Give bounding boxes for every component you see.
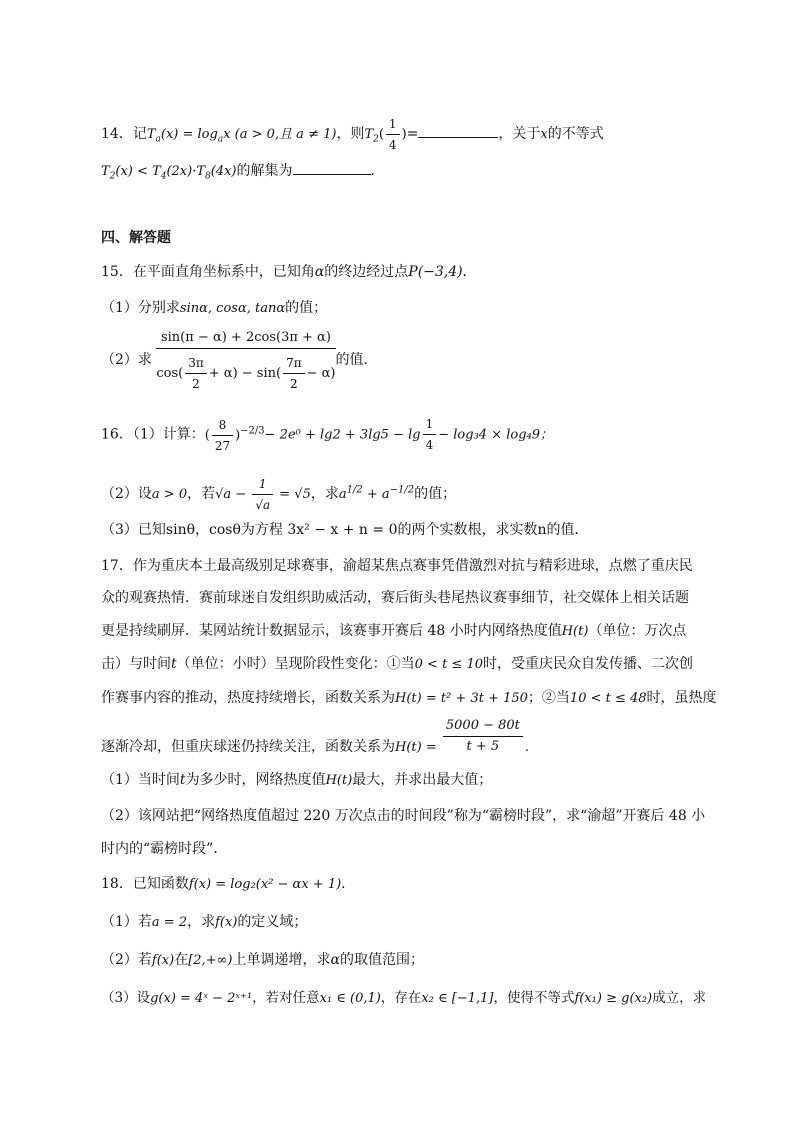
q17-p1b: 为多少时，网络热度值 [185, 772, 326, 788]
q18-p1c: 的定义域； [237, 914, 308, 930]
q17-f2-lhs: H(t) = [395, 739, 441, 755]
q14-line2 [101, 160, 385, 187]
q18-part2: （2）若f(x)在[2,+∞)上单调递增，求α的取值范围； [101, 952, 424, 968]
q14-inequality: $T_2(x) < T_4(2x)\cdot T_8(4x)$ [101, 164, 237, 182]
q17-part1: （1）当时间t为多少时，网络热度值H(t)最大，并求出最大值； [101, 772, 493, 788]
q17-line2: 众的观赛热情．赛前球迷自发组织助威活动，赛后街头巷尾热议赛事细节，社交媒体上相关话题 [101, 590, 689, 606]
q15-p2-den: cos( $\frac{3\pi}{2}$ + α) − sin( $\frac{7\pi}{2}$ − α) [156, 349, 335, 394]
q14-x: x [540, 127, 548, 142]
q16-part1 [101, 414, 553, 454]
q16-part3: （3）已知sinθ，cosθ为方程 3x² − x + n = 0的两个实数根，求实数n的值． [101, 522, 589, 538]
q18-p3ineq: f(x₁) ≥ g(x₂) [574, 991, 653, 1006]
q15-stem-a: 15．在平面直角坐标系中，已知角 [101, 264, 315, 280]
q17-p1c: 最大，并求出最大值； [352, 772, 493, 788]
q14-about: ，关于 [498, 126, 541, 142]
q17-l4b: （单位：小时）呈现阶段性变化：①当 [176, 656, 415, 672]
q17-line4 [101, 654, 693, 675]
q18-fx: f(x) = log₂(x² − αx + 1) [188, 877, 342, 892]
q14-blank1[interactable] [418, 123, 498, 138]
q17-range1: 0 < t ≤ 10 [414, 657, 483, 672]
q17-line5 [101, 688, 717, 709]
q16-p1-expr2: − log₃4 × log₄9； [438, 427, 553, 443]
q14-t2: $T_2$ [364, 127, 379, 145]
q18-p3e: 成立，求 [652, 990, 707, 1006]
q16-p2-cond: a > 0 [151, 487, 188, 502]
q16-part2 [101, 474, 457, 512]
q18-p3c: ，存在 [380, 990, 422, 1006]
q17-part2-l1: （2）该网站把“网络热度值超过 220 万次点击的时间段”称为“霸榜时段”，求“渝超”开赛后 48 小 [101, 808, 706, 824]
section-title: 四、解答题 [101, 230, 171, 246]
q18-stem-a: 18．已知函数 [101, 876, 189, 892]
q15-part2 [101, 330, 378, 390]
q17-p1a: （1）当时间 [101, 772, 180, 788]
q16-p1-base: ( $\frac{8}{27}$ )$^{-2/3}$ [205, 428, 265, 443]
q14-blank2[interactable] [293, 160, 371, 175]
q18-p1b: ，求 [187, 914, 216, 930]
q18-p1a: （1）若 [101, 914, 152, 930]
q17-t: t [171, 656, 177, 672]
q17-l3a: 更是持续刷屏．某网站统计数据显示，该赛事开赛后 48 小时内网络热度值 [101, 623, 562, 639]
q18-p1cond: a = 2 [151, 915, 188, 930]
q18-p2int: [2,+∞) [188, 953, 233, 968]
q15-p1-b: 的值； [285, 300, 328, 316]
q17-l5c: 时，虽热度 [646, 690, 717, 706]
q17-range2: 10 < t ≤ 48 [569, 691, 647, 706]
q18-p2d: 的取值范围； [339, 952, 424, 968]
q15-p1-fn: sinα, cosα, tanα [179, 301, 286, 316]
q18-stem-b: ． [341, 876, 356, 892]
q17-l5a: 作赛事内容的推动，热度持续增长，函数关系为 [101, 690, 395, 706]
q17-l6a: 逐渐冷却，但重庆球迷仍持续关注，函数关系为 [101, 738, 395, 755]
q15-p2-a: （2）求 [101, 352, 152, 368]
q18-p2a: （2）若 [101, 952, 152, 968]
q16-p1-a: 16．（1）计算： [101, 426, 205, 443]
q14-end: ． [370, 163, 385, 179]
q18-p3d: ，使得不等式 [493, 990, 575, 1006]
q14-solset: 的解集为 [236, 163, 293, 179]
q16-p2-target: $a^{1/2} + a^{-1/2}$ [338, 484, 415, 502]
q18-p3b: ，若对任意 [252, 990, 320, 1006]
q14-quarter: $\frac{1}{4}$ [386, 114, 400, 155]
q14-eq: = [406, 126, 419, 142]
q17-l4a: 击）与时间 [101, 656, 171, 672]
q14-label: 14．记 [101, 126, 147, 142]
q15-part1 [101, 298, 327, 319]
q16-p2-b: ，若 [187, 486, 216, 502]
q15-p1-a: （1）分别求 [101, 300, 180, 316]
q17-f2-den: t + 5 [466, 739, 500, 754]
q17-f1: H(t) = t² + 3t + 150 [395, 691, 528, 706]
q14-ineq-text: 的不等式 [547, 126, 604, 142]
alpha-symbol: α [314, 264, 325, 280]
q17-l4c: 时，受重庆民众自发传播、二次创 [483, 656, 693, 672]
q18-p3a: （3）设 [101, 990, 151, 1006]
q16-p2-eq: √a − $\frac{1}{√a}$ = √5 [215, 487, 311, 502]
q18-p3g: g(x) = 4ˣ − 2ˣ⁺¹ [150, 991, 253, 1006]
q17-l5b: ；②当 [527, 690, 570, 706]
q17-part2-l2: 时内的“霸榜时段”． [101, 841, 228, 857]
q16-p1-quarter: $\frac{1}{4}$ [423, 414, 437, 455]
q18-p2c: 上单调递增，求 [232, 952, 331, 968]
q16-p1-expr: − 2e⁰ + lg2 + 3lg5 − lg [264, 427, 421, 443]
q18-part3 [101, 988, 706, 1009]
q17-line3 [101, 621, 686, 642]
q16-p2-d: 的值； [414, 486, 457, 502]
q18-stem [101, 874, 355, 895]
q15-p2-num: sin(π − α) + 2cos(3π + α) [156, 328, 335, 349]
q14-then: ，则 [336, 126, 365, 142]
q15-stem-b: 的终边经过点 [324, 264, 409, 280]
q18-part1: （1）若a = 2，求f(x)的定义域； [101, 914, 308, 930]
q18-p3x1: x₁ ∈ (0,1) [319, 991, 381, 1006]
q17-l3b: （单位：万次点 [588, 623, 687, 639]
q17-line6: 逐渐冷却，但重庆球迷仍持续关注，函数关系为H(t) = $\frac{5000 - 80t}{t + 5}$ . [101, 714, 529, 758]
q17-f2-num: 5000 − 80t [443, 716, 523, 737]
q16-p2-c: ，求 [310, 486, 339, 502]
q18-p2b: 在 [174, 952, 189, 968]
q15-p2-b: 的值． [335, 352, 378, 368]
q14-frac-wrap: ( $\frac{1}{4}$ ) [379, 127, 407, 142]
q18-p3x2: x₂ ∈ [−1,1] [421, 991, 494, 1006]
q14-def: $T_a(x) = \log_ax$ (a > 0,且 a ≠ 1) [146, 127, 337, 145]
q17-Ht: H(t) [561, 624, 589, 639]
q17-line1: 17．作为重庆本土最高级别足球赛事，渝超某焦点赛事凭借激烈对抗与精彩进球，点燃了重庆民 [101, 558, 693, 574]
q17-f2-frac [443, 716, 523, 757]
q15-stem-end: ． [462, 264, 477, 280]
q16-p2-a: （2）设 [101, 486, 152, 502]
q14-line1 [101, 114, 604, 155]
q15-p2-fraction [156, 328, 335, 394]
q15-stem [101, 262, 477, 282]
q15-point: P(−3,4) [408, 264, 463, 280]
